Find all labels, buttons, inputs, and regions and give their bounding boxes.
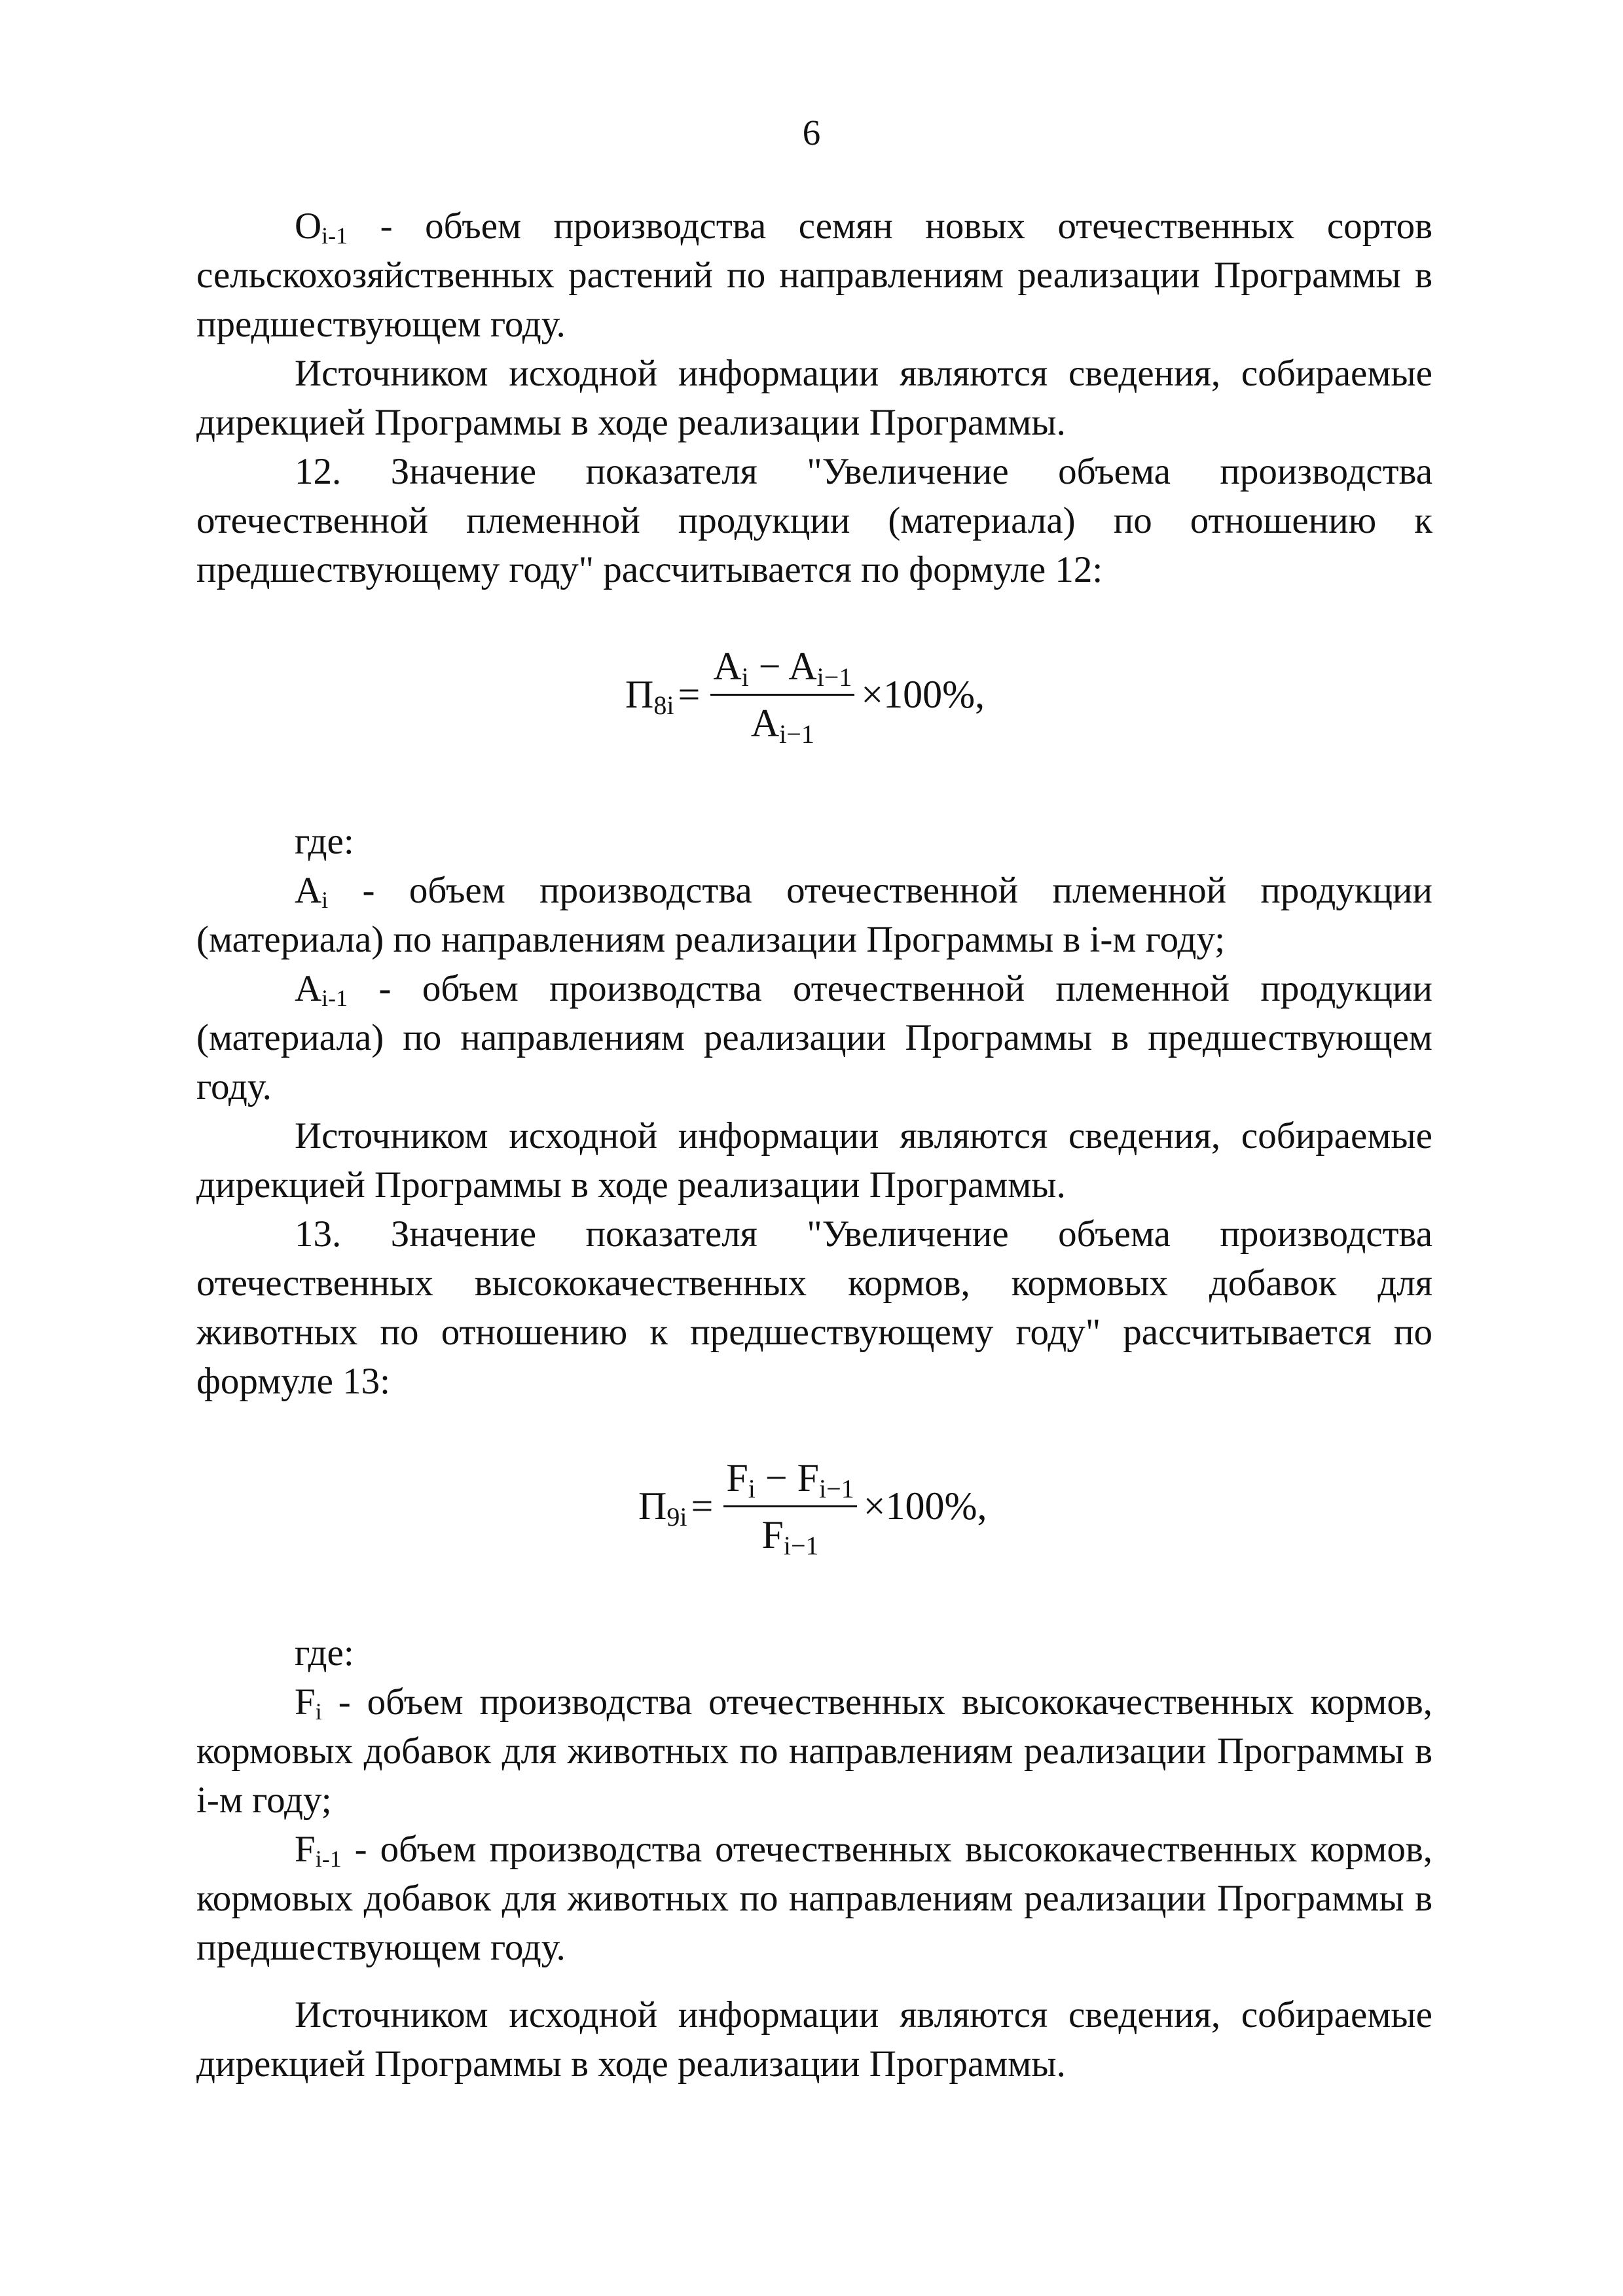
formula-12-denominator: $A_{i-1}$ bbox=[750, 702, 814, 749]
paragraph-spacer bbox=[196, 1972, 1432, 1990]
formula-13-denominator: $F_{i-1}$ bbox=[761, 1513, 819, 1560]
formula-13-equals: = bbox=[691, 1484, 714, 1528]
source-paragraph-2: Источником исходной информации являются сведения, собираемые дирекцией Программы в ходе реализации Программы. bbox=[196, 1115, 1432, 1206]
formula-12-multiplier: ×100%, bbox=[861, 673, 985, 716]
definition-o-prev bbox=[196, 202, 1432, 349]
formula-13-numerator: $F_i - F_{i-1}$ bbox=[723, 1458, 856, 1507]
definition-a-prev: $A_{i-1}$ - объем производства отечественной племенной продукции (материала) по направлениям реализации Программы в предшествующем году. bbox=[196, 968, 1432, 1107]
definition-o-text: - объем производства семян новых отечественных сортов сельскохозяйственных растений по направлениям реализации Программы в предшествующем году. bbox=[196, 206, 1432, 345]
item-13-intro: 13. Значение показателя "Увеличение объема производства отечественных высококачественных кормов, кормовых добавок для животных по отношению к предшествующему году" рассчитывается по формуле 13: bbox=[196, 1213, 1432, 1402]
formula-12-expression bbox=[625, 645, 985, 749]
page-number: 6 bbox=[802, 113, 821, 152]
formula-12 bbox=[196, 594, 1432, 817]
formula-12-numerator: $A_i - A_{i-1}$ bbox=[710, 647, 854, 696]
source-paragraph-1: Источником исходной информации являются сведения, собираемые дирекцией Программы в ходе реализации Программы. bbox=[196, 353, 1432, 443]
formula-12-fraction bbox=[710, 645, 854, 749]
item-12-intro: 12. Значение показателя "Увеличение объема производства отечественной племенной продукции (материала) по отношению к предшествующему году" рассчитывается по формуле 12: bbox=[196, 451, 1432, 590]
definition-a-i: $A_i$ - объем производства отечественной племенной продукции (материала) по направлениям реализации Программы в i-м году; bbox=[196, 870, 1432, 960]
term-o: O bbox=[295, 206, 322, 247]
formula-13-multiplier: ×100%, bbox=[863, 1484, 987, 1528]
where-label-12: где: bbox=[295, 821, 354, 862]
source-paragraph-3: Источником исходной информации являются сведения, собираемые дирекцией Программы в ходе реализации Программы. bbox=[196, 1994, 1432, 2085]
formula-13-fraction bbox=[723, 1456, 856, 1560]
formula-13-lhs: $П_{9i}$ bbox=[638, 1484, 687, 1532]
definition-f-i: $F_i$ - объем производства отечественных высококачественных кормов, кормовых добавок для животных по направлениям реализации Программы в i-м году; bbox=[196, 1681, 1432, 1821]
term-o-subscript: i-1 bbox=[321, 223, 348, 249]
formula-13-expression bbox=[638, 1456, 987, 1560]
formula-13 bbox=[196, 1406, 1432, 1628]
formula-12-lhs: $П_{8i}$ bbox=[625, 673, 674, 720]
definition-f-prev: $F_{i-1}$ - объем производства отечественных высококачественных кормов, кормовых добавок для животных по направлениям реализации Программы в предшествующем году. bbox=[196, 1829, 1432, 1968]
where-label-13: где: bbox=[295, 1632, 354, 1674]
document-body bbox=[196, 202, 1432, 2089]
formula-12-equals: = bbox=[678, 673, 701, 716]
